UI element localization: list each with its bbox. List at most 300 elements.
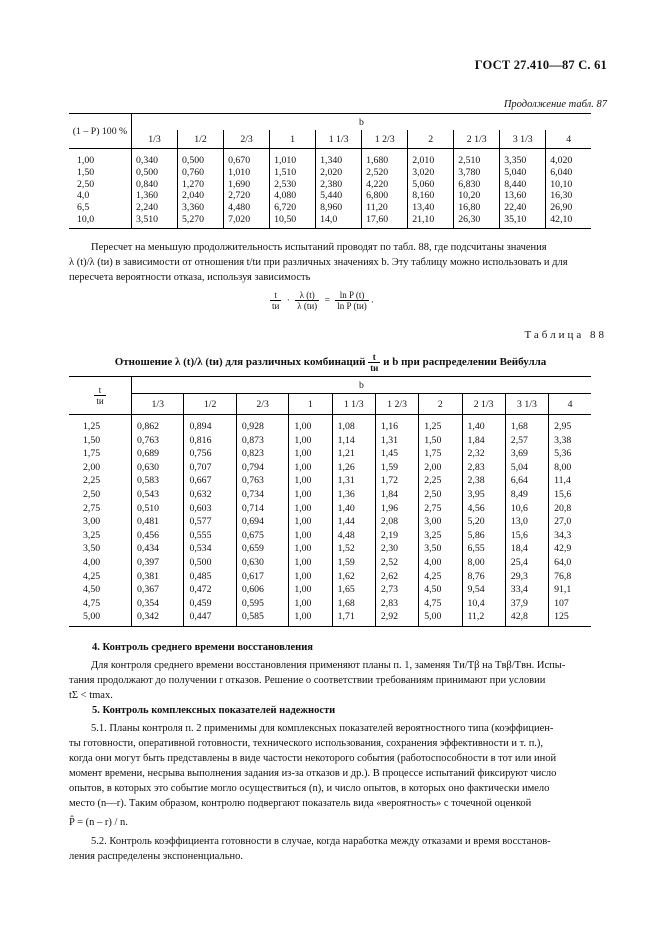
table-row [69, 597, 591, 611]
table-cell: 1,21 [332, 447, 375, 461]
table-cell: 4,75 [83, 597, 101, 609]
table-cell: 8,960 [316, 202, 362, 214]
table-cell: 3,780 [454, 167, 500, 179]
table-cell: 0,760 [178, 167, 224, 179]
table-cell: 0,500 [132, 167, 178, 179]
table-cell: 13,0 [505, 515, 548, 529]
table-cell: 0,689 [132, 447, 184, 461]
table-cell: 0,794 [236, 461, 288, 475]
table-cell: 107 [549, 597, 591, 611]
formula-frac-t: $\frac{t}{tи}$ [272, 290, 280, 311]
table-row [69, 502, 591, 516]
table-cell: 33,4 [505, 583, 548, 597]
table-cell: 0,659 [236, 542, 288, 556]
table-cell: 3,25 [83, 529, 101, 541]
table-cell: 6,64 [505, 474, 548, 488]
section-4-text [69, 658, 591, 703]
table-cell: 2,520 [362, 167, 408, 179]
table-cell: 2,50 [419, 488, 462, 502]
table-cell: 11,4 [549, 474, 591, 488]
table-cell: 2,380 [316, 179, 362, 191]
paragraph-line: λ (t)/λ (tи) в зависимости от отношения t/tи при различных значениях b. Эту таблицу можно использовать и для [69, 257, 568, 268]
table-cell: 0,617 [236, 570, 288, 584]
table-cell: 1,72 [375, 474, 418, 488]
table-row [69, 447, 591, 461]
table-cell: 1,50 [419, 434, 462, 448]
table-cell: 3,00 [419, 515, 462, 529]
table-row [69, 190, 591, 202]
table-cell: 6,720 [270, 202, 316, 214]
table-cell: 1,25 [419, 415, 462, 434]
table-cell: 2,83 [375, 597, 418, 611]
table-cell: 8,00 [462, 556, 505, 570]
table-cell: 42,10 [546, 214, 591, 228]
table-cell: 2,530 [270, 179, 316, 191]
table-cell: 0,840 [132, 179, 178, 191]
table-cell: 15,6 [505, 529, 548, 543]
table-row [69, 179, 591, 191]
table-cell: 3,360 [178, 202, 224, 214]
table-cell: 11,20 [362, 202, 408, 214]
table-cell: 37,9 [505, 597, 548, 611]
table-cell: 3,50 [419, 542, 462, 556]
table-cell: 0,555 [184, 529, 236, 543]
table-cell: 2,720 [224, 190, 270, 202]
table-cell: 1,08 [332, 415, 375, 434]
table-row [69, 202, 591, 214]
paragraph-line: 5.1. Планы контроля п. 2 применимы для комплексных показателей вероятностного типа (коэффициен- [91, 723, 554, 734]
table-cell: 0,603 [184, 502, 236, 516]
table87-col-header: 1 [270, 130, 316, 149]
table-88 [69, 376, 591, 627]
table87-col-header: 3 1/3 [500, 130, 546, 149]
table-row [69, 434, 591, 448]
table-cell: 17,60 [362, 214, 408, 228]
table-cell: 91,1 [549, 583, 591, 597]
table-cell: 4,020 [546, 149, 591, 167]
table-cell: 0,630 [132, 461, 184, 475]
table-cell: 7,020 [224, 214, 270, 228]
table-cell: 4,25 [83, 570, 101, 582]
table-cell: 1,40 [462, 415, 505, 434]
table-row [69, 488, 591, 502]
table-cell: 20,8 [549, 502, 591, 516]
paragraph-recalculation [69, 240, 591, 285]
table-cell: 1,00 [289, 488, 332, 502]
table-cell: 1,00 [289, 461, 332, 475]
table-cell: 0,485 [184, 570, 236, 584]
table-cell: 22,40 [500, 202, 546, 214]
table-cell: 4,48 [332, 529, 375, 543]
table-cell: 1,00 [289, 570, 332, 584]
table-cell: 1,44 [332, 515, 375, 529]
table-row [69, 214, 591, 228]
paragraph-line: опытов, в которых это событие могло осуществиться (n), и число опытов, в которых оно фактически имело [69, 783, 550, 794]
table-cell: 1,50 [77, 166, 95, 178]
table-cell: 4,25 [419, 570, 462, 584]
table-cell: 1,00 [289, 447, 332, 461]
table-cell: 0,543 [132, 488, 184, 502]
table-cell: 0,606 [236, 583, 288, 597]
table-cell: 2,020 [316, 167, 362, 179]
table-cell: 1,360 [132, 190, 178, 202]
table-cell: 1,00 [289, 556, 332, 570]
table87-col-header: 2 1/3 [454, 130, 500, 149]
table-cell: 0,862 [132, 415, 184, 434]
table-cell: 1,40 [332, 502, 375, 516]
table-cell: 5,20 [462, 515, 505, 529]
table-row [69, 570, 591, 584]
table-cell: 29,3 [505, 570, 548, 584]
table-cell: 2,92 [375, 610, 418, 626]
table88-col-header: 2 1/3 [462, 394, 505, 415]
table-cell: 42,8 [505, 610, 548, 626]
table-cell: 0,510 [132, 502, 184, 516]
table-cell: 0,434 [132, 542, 184, 556]
table-cell: 4,220 [362, 179, 408, 191]
table-row [69, 542, 591, 556]
table-cell: 1,00 [289, 434, 332, 448]
table-cell: 8,160 [408, 190, 454, 202]
table-cell: 0,367 [132, 583, 184, 597]
table88-col-header: 1/2 [184, 394, 236, 415]
table-cell: 0,585 [236, 610, 288, 626]
table-cell: 10,0 [69, 214, 132, 228]
table-cell: 4,480 [224, 202, 270, 214]
formula-ratio: $\frac{t}{tи}$ · $\frac{\lambda (t)}{\lambda (tи)}$ = $\frac{\text{ln P (t)}}{\text{ln P (tи)}}$ . [272, 290, 374, 311]
table-cell: 3,350 [500, 149, 546, 167]
table-cell: 0,734 [236, 488, 288, 502]
table-cell: 2,040 [178, 190, 224, 202]
table-cell: 5,86 [462, 529, 505, 543]
table-cell: 13,40 [408, 202, 454, 214]
table-cell: 4,56 [462, 502, 505, 516]
table-cell: 0,694 [236, 515, 288, 529]
table-cell: 4,50 [419, 583, 462, 597]
table87-col-header: 4 [546, 130, 591, 149]
table-cell: 1,96 [375, 502, 418, 516]
table-cell: 0,472 [184, 583, 236, 597]
table87-col-header: 1 2/3 [362, 130, 408, 149]
table-cell: 76,8 [549, 570, 591, 584]
table-row [69, 556, 591, 570]
table-cell: 2,30 [375, 542, 418, 556]
table-cell: 0,577 [184, 515, 236, 529]
table-cell: 0,447 [184, 610, 236, 626]
table-cell: 0,763 [236, 474, 288, 488]
table-cell: 2,62 [375, 570, 418, 584]
table-cell: 64,0 [549, 556, 591, 570]
table-cell: 1,14 [332, 434, 375, 448]
table-row [69, 149, 591, 167]
table-cell: 0,342 [132, 610, 184, 626]
table-cell: 2,57 [505, 434, 548, 448]
table-cell: 1,36 [332, 488, 375, 502]
table-cell: 0,459 [184, 597, 236, 611]
table-cell: 4,080 [270, 190, 316, 202]
table-cell: 16,80 [454, 202, 500, 214]
table-cell: 1,75 [83, 448, 101, 460]
paragraph-line: P̂ = (n – r) / n. [69, 817, 128, 828]
table-cell: 2,25 [419, 474, 462, 488]
paragraph-line: место (n—r). Таким образом, контролю подвергают показатель вида «вероятность» с точечной оценкой [69, 798, 532, 809]
table-cell: 2,52 [375, 556, 418, 570]
table-cell: 1,00 [289, 597, 332, 611]
table-cell: 2,75 [419, 502, 462, 516]
table-cell: 1,25 [83, 421, 101, 432]
table-cell: 1,270 [178, 179, 224, 191]
table-cell: 6,55 [462, 542, 505, 556]
table-cell: 3,00 [83, 516, 101, 528]
table-cell: 1,59 [332, 556, 375, 570]
table88-col-header: 2 [419, 394, 462, 415]
table-cell: 2,240 [132, 202, 178, 214]
table-cell: 0,456 [132, 529, 184, 543]
table-row [69, 474, 591, 488]
table-cell: 9,54 [462, 583, 505, 597]
section-4-title: 4. Контроль среднего времени восстановления [92, 642, 313, 653]
table-cell: 1,59 [375, 461, 418, 475]
table-cell: 1,690 [224, 179, 270, 191]
table-row [69, 415, 591, 434]
table87-col-header: 1 1/3 [316, 130, 362, 149]
table-cell: 0,534 [184, 542, 236, 556]
table-cell: 6,800 [362, 190, 408, 202]
table-cell: 0,583 [132, 474, 184, 488]
table-cell: 1,680 [362, 149, 408, 167]
table-cell: 8,440 [500, 179, 546, 191]
table88-col-header: 1/3 [132, 394, 184, 415]
table-cell: 35,10 [500, 214, 546, 228]
table-cell: 2,75 [83, 502, 101, 514]
table-cell: 4,00 [419, 556, 462, 570]
table-cell: 2,19 [375, 529, 418, 543]
table-88-caption: Отношение λ (t)/λ (tи) для различных комбинаций $\frac{t}{tи}$ и b при распределении Вейбулла [114, 352, 547, 373]
table-cell: 0,481 [132, 515, 184, 529]
table-cell: 125 [549, 610, 591, 626]
table-cell: 0,397 [132, 556, 184, 570]
table-row [69, 515, 591, 529]
table-cell: 0,667 [184, 474, 236, 488]
table87-col-header: 1/3 [132, 130, 178, 149]
table-cell: 10,10 [546, 179, 591, 191]
table-cell: 0,763 [132, 434, 184, 448]
table-cell: 5,00 [69, 610, 132, 626]
table-cell: 1,26 [332, 461, 375, 475]
table-continuation-label: Продолжение табл. 87 [503, 99, 607, 110]
table88-col-header: 4 [549, 394, 591, 415]
table-87 [69, 113, 591, 229]
table-cell: 3,69 [505, 447, 548, 461]
table-cell: 1,84 [375, 488, 418, 502]
table-cell: 1,010 [270, 149, 316, 167]
paragraph-line: когда они могут быть представлены в виде частости некоторого события (работоспособности в тот или иной [69, 753, 557, 764]
table-cell: 6,040 [546, 167, 591, 179]
table-cell: 13,60 [500, 190, 546, 202]
paragraph-line: пересчета вероятности отказа, используя зависимость [69, 272, 311, 283]
table-cell: 0,756 [184, 447, 236, 461]
table-cell: 1,00 [289, 415, 332, 434]
table-cell: 2,08 [375, 515, 418, 529]
table-cell: 4,00 [83, 556, 101, 568]
table-cell: 5,04 [505, 461, 548, 475]
table-cell: 2,83 [462, 461, 505, 475]
table-cell: 16,30 [546, 190, 591, 202]
table-cell: 0,632 [184, 488, 236, 502]
paragraph-line: момент времени, несрыва выполнения задания из-за отказов и др.). В процессе испытаний фиксируют число [69, 768, 557, 779]
table-cell: 5,270 [178, 214, 224, 228]
table-cell: 1,00 [289, 542, 332, 556]
table-cell: 8,49 [505, 488, 548, 502]
table-cell: 0,630 [236, 556, 288, 570]
table-cell: 1,510 [270, 167, 316, 179]
table-cell: 1,68 [332, 597, 375, 611]
table-cell: 4,75 [419, 597, 462, 611]
table-cell: 3,510 [132, 214, 178, 228]
table-cell: 3,38 [549, 434, 591, 448]
table-cell: 3,95 [462, 488, 505, 502]
table-87-row-label: (1 – P) 100 % [69, 114, 132, 149]
paragraph-line: 5.2. Контроль коэффициента готовности в случае, когда наработка между отказами и время восстанов- [91, 836, 551, 847]
table-cell: 15,6 [549, 488, 591, 502]
table-cell: 0,500 [184, 556, 236, 570]
table-cell: 10,4 [462, 597, 505, 611]
paragraph-line: Пересчет на меньшую продолжительность испытаний проводят по табл. 88, где подсчитаны значения [91, 242, 547, 253]
table-cell: 18,4 [505, 542, 548, 556]
table-cell: 25,4 [505, 556, 548, 570]
table-cell: 1,68 [505, 415, 548, 434]
table-cell: 27,0 [549, 515, 591, 529]
table-cell: 0,670 [224, 149, 270, 167]
paragraph-line: ты готовности, оперативной готовности, технического использования, сохранения эффективности и т. п.), [69, 738, 544, 749]
page-header: ГОСТ 27.410—87 С. 61 [474, 58, 607, 72]
table-cell: 1,00 [289, 474, 332, 488]
section-5-title: 5. Контроль комплексных показателей надежности [92, 705, 336, 716]
table-cell: 1,00 [289, 583, 332, 597]
table-cell: 3,020 [408, 167, 454, 179]
table-row [69, 529, 591, 543]
table-cell: 4,50 [83, 584, 101, 596]
table-cell: 3,50 [83, 543, 101, 555]
section-5-text [69, 721, 591, 864]
table-cell: 1,50 [83, 434, 101, 446]
table-cell: 0,340 [132, 149, 178, 167]
table-cell: 5,36 [549, 447, 591, 461]
table-cell: 2,00 [419, 461, 462, 475]
table-row [69, 461, 591, 475]
table-cell: 1,16 [375, 415, 418, 434]
table-cell: 2,25 [83, 475, 101, 487]
paragraph-line: тания продолжают до получении r отказов. Решение о соответствии требованиям принимают при условии [69, 675, 546, 686]
formula-frac-lambda: $\frac{\lambda (t)}{\lambda (tи)}$ [297, 290, 318, 311]
table-cell: 0,928 [236, 415, 288, 434]
table-cell: 2,32 [462, 447, 505, 461]
table-cell: 3,25 [419, 529, 462, 543]
table-row [69, 583, 591, 597]
table-row [69, 167, 591, 179]
table-cell: 6,5 [77, 202, 90, 214]
table-cell: 5,060 [408, 179, 454, 191]
table-cell: 1,00 [289, 502, 332, 516]
table-cell: 0,823 [236, 447, 288, 461]
table-cell: 1,75 [419, 447, 462, 461]
table-cell: 4,0 [77, 190, 90, 202]
table-cell: 8,76 [462, 570, 505, 584]
table-cell: 0,381 [132, 570, 184, 584]
table-cell: 6,830 [454, 179, 500, 191]
table-cell: 5,00 [419, 610, 462, 626]
table88-col-header: 2/3 [236, 394, 288, 415]
table-cell: 0,500 [178, 149, 224, 167]
table-cell: 0,873 [236, 434, 288, 448]
table-cell: 26,90 [546, 202, 591, 214]
table-cell: 0,354 [132, 597, 184, 611]
table-cell: 34,3 [549, 529, 591, 543]
table-cell: 21,10 [408, 214, 454, 228]
table-cell: 1,31 [375, 434, 418, 448]
table87-col-header: 2/3 [224, 130, 270, 149]
table-cell: 1,00 [289, 529, 332, 543]
table-cell: 2,38 [462, 474, 505, 488]
table-cell: 8,00 [549, 461, 591, 475]
table-88-b-label: b [132, 377, 592, 394]
table88-col-header: 1 2/3 [375, 394, 418, 415]
table-cell: 1,71 [332, 610, 375, 626]
formula-frac-ln: $\frac{\text{ln P (t)}}{\text{ln P (tи)}}$ [337, 290, 367, 311]
table-cell: 0,595 [236, 597, 288, 611]
paragraph-line: ления распределены экспоненциально. [69, 851, 244, 862]
table-cell: 14,0 [316, 214, 362, 228]
table-cell: 1,65 [332, 583, 375, 597]
table-cell: 1,84 [462, 434, 505, 448]
table88-col-header: 3 1/3 [505, 394, 548, 415]
table-row [69, 610, 591, 626]
table-cell: 1,52 [332, 542, 375, 556]
table-cell: 42,9 [549, 542, 591, 556]
table87-col-header: 2 [408, 130, 454, 149]
table88-col-header: 1 [289, 394, 332, 415]
table-cell: 1,31 [332, 474, 375, 488]
table-cell: 5,440 [316, 190, 362, 202]
table-cell: 1,340 [316, 149, 362, 167]
table-cell: 0,894 [184, 415, 236, 434]
table-cell: 11,2 [462, 610, 505, 626]
table-88-number: Таблица 88 [524, 329, 607, 341]
table-cell: 2,510 [454, 149, 500, 167]
table-88-col0-header: $\frac{t}{tи}$ [69, 377, 132, 415]
table-cell: 0,816 [184, 434, 236, 448]
table-cell: 2,010 [408, 149, 454, 167]
paragraph-line: tΣ < tmax. [69, 690, 113, 701]
table-cell: 0,714 [236, 502, 288, 516]
table-cell: 1,010 [224, 167, 270, 179]
table-cell: 10,20 [454, 190, 500, 202]
table-cell: 1,62 [332, 570, 375, 584]
table-cell: 5,040 [500, 167, 546, 179]
table-cell: 0,675 [236, 529, 288, 543]
table-cell: 10,6 [505, 502, 548, 516]
table-cell: 26,30 [454, 214, 500, 228]
table88-col-header: 1 1/3 [332, 394, 375, 415]
table-87-b-label: b [132, 114, 592, 131]
table-cell: 2,73 [375, 583, 418, 597]
table-cell: 2,50 [83, 488, 101, 500]
table-cell: 2,50 [77, 178, 95, 190]
paragraph-line: Для контроля среднего времени восстановления применяют планы п. 1, заменяя Tи/Tβ на Tвβ/Tвн. Испы- [91, 660, 566, 671]
table-cell: 0,707 [184, 461, 236, 475]
table-cell: 1,00 [77, 155, 95, 166]
table-cell: 2,95 [549, 415, 591, 434]
